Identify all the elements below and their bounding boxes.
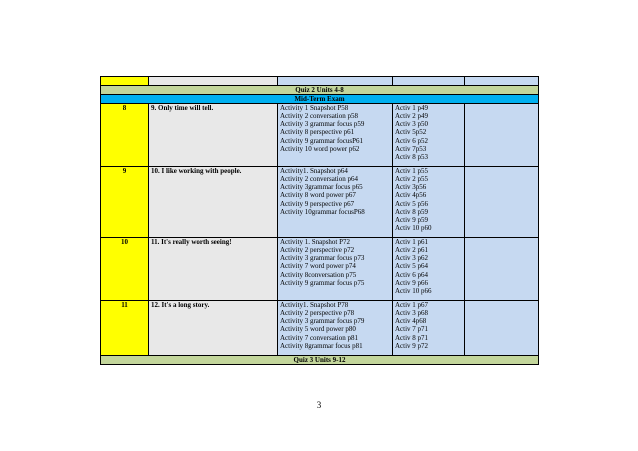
- activity-line: Activity 8grammar focus p81: [280, 341, 363, 350]
- ref-line: Activ 2 p55: [395, 175, 429, 184]
- activity-line: Activity 7 conversation p81: [280, 333, 358, 342]
- ref-line: Activ 1 p61: [395, 238, 429, 247]
- quiz2-row: [101, 86, 539, 95]
- week-number: 11: [101, 301, 149, 356]
- activity-line: Activity 9 grammar focus p75: [280, 278, 365, 287]
- ref-line: Activ 2 p49: [395, 112, 429, 121]
- activity-line: Activity 3 grammar focus p73: [280, 254, 365, 263]
- ref-line: Activ 6 p52: [395, 136, 429, 145]
- syllabus-table: [100, 76, 539, 365]
- header-unit-cell: [149, 77, 278, 86]
- activity-line: Activity 8conversation p75: [280, 270, 357, 279]
- week-number: 8: [101, 104, 149, 167]
- activity-line: Activity1. Snapshot p64: [280, 167, 348, 176]
- table-row: [101, 167, 539, 238]
- workbook-refs-cell: [393, 167, 465, 238]
- extra-cell: [465, 238, 539, 301]
- header-extra-cell: [465, 77, 539, 86]
- ref-line: Activ 8 p59: [395, 207, 429, 216]
- header-workbook-cell: [393, 77, 465, 86]
- quiz3-row: [101, 356, 539, 365]
- ref-line: Activ 4p56: [395, 191, 427, 200]
- activity-line: Activity 3 grammar focus p59: [280, 120, 365, 129]
- extra-cell: [465, 301, 539, 356]
- ref-line: Activ 3 p62: [395, 254, 429, 263]
- ref-line: Activ 1 p67: [395, 301, 429, 310]
- activity-line: Activity 1 Snapshot P58: [280, 104, 349, 113]
- ref-line: Activ 5 p56: [395, 199, 429, 208]
- activity-line: Activity1. Snapshot P78: [280, 301, 349, 310]
- ref-line: Activ 3 p68: [395, 309, 429, 318]
- unit-title: 9. Only time will tell.: [149, 104, 278, 167]
- ref-line: Activ 9 p59: [395, 215, 429, 224]
- table-row: [101, 238, 539, 301]
- ref-line: Activ 9 p66: [395, 278, 429, 287]
- ref-line: Activ 9 p72: [395, 341, 429, 350]
- ref-line: Activ 5 p64: [395, 262, 429, 271]
- activity-line: Activity 3 grammar focus p79: [280, 317, 365, 326]
- ref-line: Activ 1 p49: [395, 104, 429, 113]
- ref-line: Activ 10 p66: [395, 286, 432, 295]
- header-activity-cell: [278, 77, 393, 86]
- activity-line: Activity 2 perspective p72: [280, 246, 355, 255]
- header-week-cell: [101, 77, 149, 86]
- unit-title: 12. It's a long story.: [149, 301, 278, 356]
- ref-line: Activ 2 p61: [395, 246, 429, 255]
- table-row: [101, 104, 539, 167]
- activity-line: Activity 8 perspective p61: [280, 128, 355, 137]
- ref-line: Activ 3 p50: [395, 120, 429, 129]
- quiz3-banner: Quiz 3 Units 9-12: [101, 356, 539, 365]
- workbook-refs-cell: [393, 238, 465, 301]
- unit-title: 11. It's really worth seeing!: [149, 238, 278, 301]
- activity-line: Activity 9 perspective p67: [280, 199, 355, 208]
- activity-line: Activity 8 word power p67: [280, 191, 356, 200]
- ref-line: Activ 6 p64: [395, 270, 429, 279]
- ref-line: Activ 5p52: [395, 128, 427, 137]
- activity-line: Activity 3grammar focus p65: [280, 183, 363, 192]
- workbook-refs-cell: [393, 301, 465, 356]
- activity-line: Activity 7 word power p74: [280, 262, 356, 271]
- ref-line: Activ 1 p55: [395, 167, 429, 176]
- page-number: 3: [316, 400, 322, 410]
- quiz2-banner: Quiz 2 Units 4-8: [101, 86, 539, 95]
- activity-line: Activity 5 word power p80: [280, 325, 356, 334]
- ref-line: Activ 8 p53: [395, 152, 429, 161]
- extra-cell: [465, 167, 539, 238]
- ref-line: Activ 8 p71: [395, 333, 429, 342]
- header-row: [101, 77, 539, 86]
- unit-title: 10. I like working with people.: [149, 167, 278, 238]
- week-number: 9: [101, 167, 149, 238]
- workbook-refs-cell: [393, 104, 465, 167]
- midterm-banner: Mid-Term Exam: [101, 95, 539, 104]
- ref-line: Activ 4p68: [395, 317, 427, 326]
- ref-line: Activ 10 p60: [395, 223, 432, 232]
- week-number: 10: [101, 238, 149, 301]
- activity-line: Activity 2 perspective p78: [280, 309, 355, 318]
- activity-line: Activity 9 grammar focusP61: [280, 136, 364, 145]
- activities-cell: [278, 301, 393, 356]
- activity-line: Activity 1. Snapshot P72: [280, 238, 351, 247]
- table-row: [101, 301, 539, 356]
- ref-line: Activ 3p56: [395, 183, 427, 192]
- ref-line: Activ 7 p71: [395, 325, 429, 334]
- activity-line: Activity 10grammar focusP68: [280, 207, 365, 216]
- activities-cell: [278, 167, 393, 238]
- extra-cell: [465, 104, 539, 167]
- activity-line: Activity 2 conversation p58: [280, 112, 358, 121]
- ref-line: Activ 7p53: [395, 144, 427, 153]
- activity-line: Activity 2 conversation p64: [280, 175, 358, 184]
- activities-cell: [278, 104, 393, 167]
- activity-line: Activity 10 word power p62: [280, 144, 360, 153]
- midterm-row: [101, 95, 539, 104]
- activities-cell: [278, 238, 393, 301]
